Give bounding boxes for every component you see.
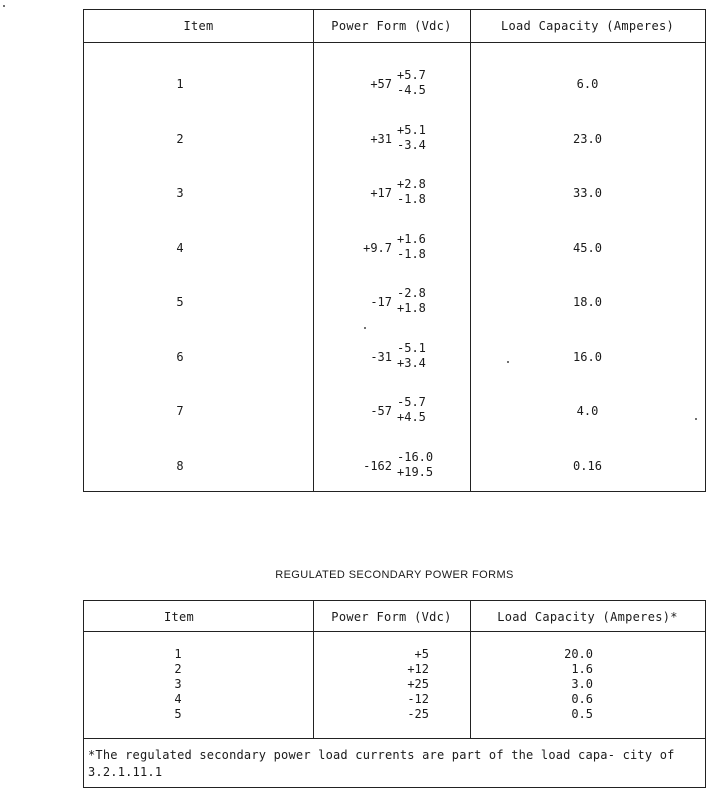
- load-capacity-value: 20.0: [564, 647, 593, 661]
- power-form-tolerance: [397, 232, 426, 262]
- load-capacity-value: 4.0: [576, 404, 599, 418]
- power-form-tolerance: [397, 177, 426, 207]
- power-form-nominal: +31: [370, 132, 392, 146]
- item-number: 8: [176, 459, 184, 473]
- table-caption: REGULATED SECONDARY POWER FORMS: [275, 569, 514, 581]
- regulated-power-table: [83, 600, 706, 788]
- power-form-value: +5: [414, 647, 429, 661]
- item-number: 7: [176, 404, 184, 418]
- item-number: 5: [174, 707, 182, 721]
- header-power-form: Power Form (Vdc): [331, 19, 452, 33]
- power-form-tolerance: [397, 450, 433, 480]
- tolerance-upper: +5.7: [397, 68, 426, 82]
- item-number: 4: [174, 692, 182, 706]
- power-form-cell: [313, 229, 470, 269]
- table-row: [84, 229, 705, 269]
- item-column: [168, 647, 188, 722]
- power-form-nominal: -57: [370, 404, 392, 418]
- header-item: Item: [183, 19, 214, 33]
- power-form-cell: [313, 447, 470, 487]
- tolerance-lower: -1.8: [397, 192, 426, 206]
- load-capacity-value: 0.16: [573, 459, 602, 473]
- load-capacity-value: 0.6: [571, 692, 593, 706]
- primary-power-table: [83, 9, 706, 492]
- power-form-value: +12: [407, 662, 429, 676]
- header-item: Item: [163, 610, 195, 624]
- item-number: 1: [176, 77, 184, 91]
- tolerance-lower: +4.5: [397, 410, 426, 424]
- power-form-cell: [313, 283, 470, 323]
- power-form-nominal: +9.7: [363, 241, 392, 255]
- power-form-nominal: +17: [370, 186, 392, 200]
- table-row: [84, 174, 705, 214]
- tolerance-upper: +2.8: [397, 177, 426, 191]
- tolerance-lower: -1.8: [397, 247, 426, 261]
- tolerance-upper: -5.1: [397, 341, 426, 355]
- item-number: 1: [174, 647, 182, 661]
- tolerance-lower: -4.5: [397, 83, 426, 97]
- power-form-value: +25: [407, 677, 429, 691]
- header-power-form: Power Form (Vdc): [331, 610, 452, 624]
- tolerance-upper: +5.1: [397, 123, 426, 137]
- item-number: 5: [176, 295, 184, 309]
- power-form-value: -12: [407, 692, 429, 706]
- power-form-value: -25: [407, 707, 429, 721]
- header-load-capacity: Load Capacity (Amperes)*: [497, 610, 678, 624]
- load-capacity-value: 6.0: [576, 77, 599, 91]
- table-row: [84, 447, 705, 487]
- header-divider: [84, 42, 705, 43]
- load-capacity-value: 16.0: [573, 350, 602, 364]
- power-form-tolerance: [397, 123, 426, 153]
- power-form-tolerance: [397, 286, 426, 316]
- tolerance-upper: -2.8: [397, 286, 426, 300]
- power-form-nominal: -17: [370, 295, 392, 309]
- load-capacity-value: 3.0: [571, 677, 593, 691]
- power-form-cell: [313, 392, 470, 432]
- load-capacity-value: 1.6: [571, 662, 593, 676]
- load-capacity-column: [470, 647, 680, 722]
- item-number: 2: [174, 662, 182, 676]
- scan-speck: [364, 327, 366, 329]
- power-form-tolerance: [397, 341, 426, 371]
- table-row: [84, 120, 705, 160]
- power-form-cell: [313, 65, 470, 105]
- header-divider: [84, 631, 705, 632]
- scan-speck: [507, 361, 509, 363]
- power-form-cell: [313, 120, 470, 160]
- power-form-nominal: -162: [363, 459, 392, 473]
- tolerance-upper: +1.6: [397, 232, 426, 246]
- load-capacity-value: 45.0: [573, 241, 602, 255]
- header-load-capacity: Load Capacity (Amperes): [500, 19, 675, 33]
- scan-speck: [3, 5, 5, 7]
- power-form-nominal: +57: [370, 77, 392, 91]
- power-form-cell: [313, 338, 470, 378]
- item-number: 4: [176, 241, 184, 255]
- tolerance-lower: +19.5: [397, 465, 434, 479]
- tolerance-lower: -3.4: [397, 138, 426, 152]
- load-capacity-value: 0.5: [571, 707, 593, 721]
- tolerance-lower: +3.4: [397, 356, 426, 370]
- item-number: 3: [176, 186, 184, 200]
- table-row: [84, 392, 705, 432]
- scan-speck: [695, 418, 697, 420]
- power-form-column: [313, 647, 429, 722]
- footnote: *The regulated secondary power load currents are part of the load capa- city of 3.2.1.11.1: [88, 748, 675, 779]
- tolerance-upper: -5.7: [397, 395, 426, 409]
- load-capacity-value: 23.0: [573, 132, 602, 146]
- table-row: [84, 65, 705, 105]
- power-form-tolerance: [397, 68, 426, 98]
- tolerance-upper: -16.0: [397, 450, 434, 464]
- table-row: [84, 338, 705, 378]
- load-capacity-value: 18.0: [573, 295, 602, 309]
- power-form-nominal: -31: [370, 350, 392, 364]
- footnote-divider: [84, 738, 705, 739]
- load-capacity-value: 33.0: [573, 186, 602, 200]
- item-number: 2: [176, 132, 184, 146]
- power-form-tolerance: [397, 395, 426, 425]
- tolerance-lower: +1.8: [397, 301, 426, 315]
- item-number: 3: [174, 677, 182, 691]
- table-row: [84, 283, 705, 323]
- item-number: 6: [176, 350, 184, 364]
- power-form-cell: [313, 174, 470, 214]
